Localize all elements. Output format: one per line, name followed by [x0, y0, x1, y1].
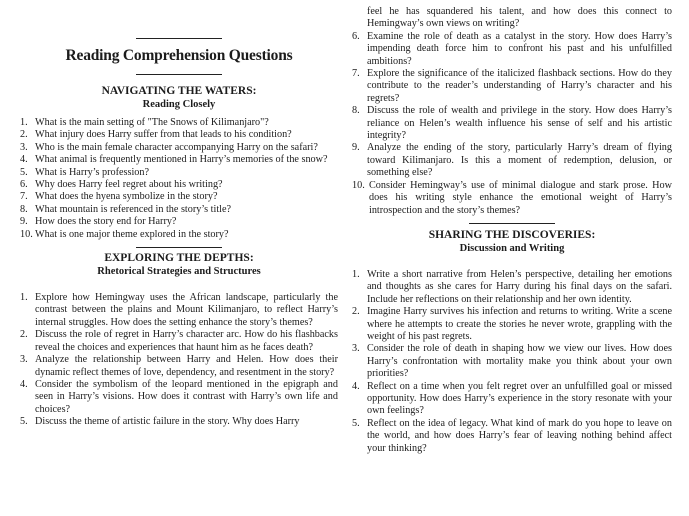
list-item: 1. Write a short narrative from Helen’s perspective, detailing her emotions and thoughts as she cares for Harry during his final days on the safari. Include her reflections on their relationship and her own identity. [352, 268, 672, 305]
section-rule [136, 247, 222, 248]
page-title: Reading Comprehension Questions [65, 47, 293, 64]
left-column [20, 0, 338, 429]
list-item: 2. What injury does Harry suffer from that leads to his condition? [20, 129, 292, 141]
list-item: 2. Discuss the role of regret in Harry’s character arc. How do his flashbacks reveal the choices and experiences that haunt him as he faces death? [20, 329, 338, 353]
list-item: 10. Consider Hemingway’s use of minimal dialogue and stark prose. How does his writing style enhance the emotional weight of Harry’s introspection and the story’s themes? [352, 179, 672, 216]
title-rule-bottom [136, 74, 222, 75]
list-item: 7. Explore the significance of the italicized flashback sections. How do they contribute to the reader’s understanding of Harry’s character and his regrets? [352, 68, 672, 104]
section-heading-exploring: EXPLORING THE DEPTHS: [104, 252, 254, 265]
list-navigating [20, 117, 338, 241]
list-exploring [20, 292, 338, 428]
list-exploring-continued [352, 31, 672, 217]
list-item: 3. Analyze the relationship between Harry and Helen. How does their dynamic reflect themes of love, dependency, and resentment in the story? [20, 354, 338, 378]
title-rule-top [136, 38, 222, 39]
list-item: 1. What is the main setting of "The Snows of Kilimanjaro"? [20, 117, 269, 128]
list-item: 6. Examine the role of death as a catalyst in the story. How does Harry’s impending death force him to confront his past and his unfulfilled ambitions? [352, 30, 672, 67]
list-item: 5. Discuss the theme of artistic failure in the story. Why does Harry [20, 416, 300, 428]
list-item: 2. Imagine Harry survives his infection and returns to writing. Write a scene where he attempts to create the stories he never wrote, grappling with the weight of his past regrets. [352, 306, 672, 342]
list-item: 10. What is one major theme explored in the story? [20, 228, 229, 240]
list-item: 3. Who is the main female character accompanying Harry on the safari? [20, 141, 318, 153]
right-column [352, 0, 672, 455]
section-subheading-exploring: Rhetorical Strategies and Structures [97, 266, 261, 278]
list-item: 7. What does the hyena symbolize in the story? [20, 191, 218, 203]
list-item: 5. Reflect on the idea of legacy. What kind of mark do you hope to leave on the world, and how does Harry’s fear of leaving nothing behind affect your thinking? [352, 417, 672, 454]
list-item: 9. How does the story end for Harry? [20, 216, 177, 228]
list-item: 4. Reflect on a time when you felt regret over an unfulfilled goal or missed opportunity. How does Harry’s experience in the story resonate with your own feelings? [352, 380, 672, 417]
section-subheading-sharing: Discussion and Writing [459, 242, 565, 254]
list-sharing [352, 269, 672, 455]
section-heading-navigating: NAVIGATING THE WATERS: [101, 85, 257, 97]
list-item-continuation: feel he has squandered his talent, and how does this connect to Hemingway’s own views on writing? [367, 6, 672, 30]
list-item: 5. What is Harry’s profession? [20, 166, 150, 178]
list-item: 9. Analyze the ending of the story, particularly Harry’s dream of flying toward Kilimanjaro. Is this a moment of redemption, delusion, or something else? [352, 142, 672, 179]
list-item: 8. Discuss the role of wealth and privilege in the story. How does Harry’s reliance on Helen’s wealth influence his sense of self and his artistic integrity? [352, 105, 672, 142]
section-heading-sharing: SHARING THE DISCOVERIES: [428, 228, 596, 241]
list-item: 4. What animal is frequently mentioned in Harry’s memories of the snow? [20, 154, 328, 166]
list-item: 1. Explore how Hemingway uses the African landscape, particularly the contrast between the plains and Mount Kilimanjaro, to reflect Harry’s internal struggles. How does the setting enhance the story’s themes? [20, 292, 338, 328]
section-rule [469, 223, 555, 224]
list-item: 6. Why does Harry feel regret about his writing? [20, 179, 223, 191]
list-item: 8. What mountain is referenced in the story’s title? [20, 203, 232, 215]
list-item: 3. Consider the role of death in shaping how we view our lives. How does Harry’s confrontation with mortality make you think about your own priorities? [352, 343, 672, 380]
list-item: 4. Consider the symbolism of the leopard mentioned in the epigraph and seen in Harry’s visions. How does it contrast with Harry’s own life and choices? [20, 378, 338, 415]
section-subheading-navigating: Reading Closely [142, 99, 216, 110]
